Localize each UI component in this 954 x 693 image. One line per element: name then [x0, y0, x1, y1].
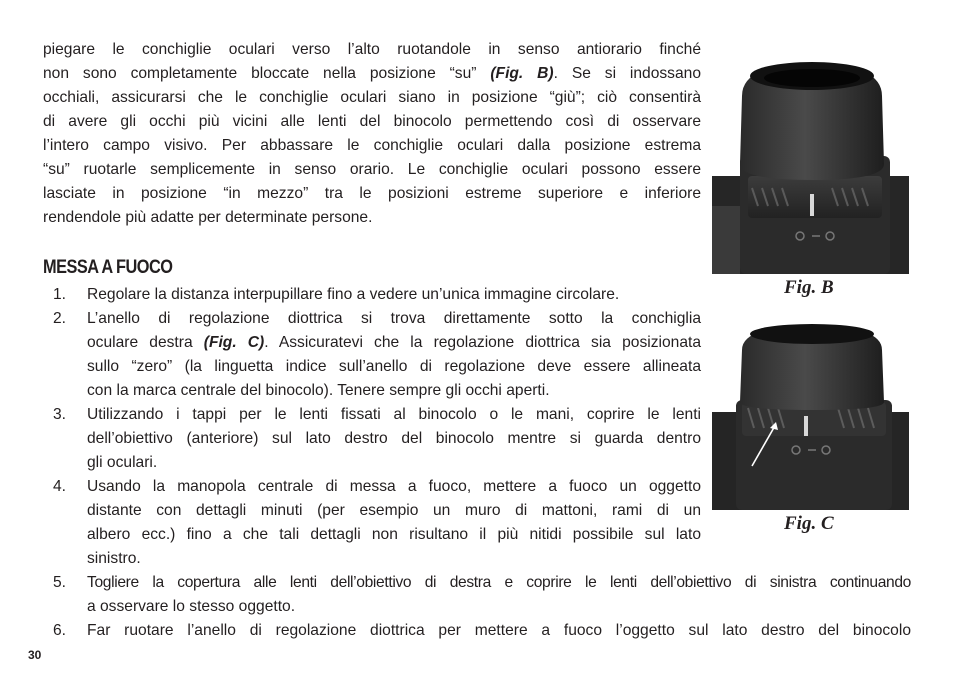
fig-c-label: Fig. C: [784, 513, 834, 534]
item-line: distante con dettagli minuti (per esempio un muro di mattoni, rami di un: [87, 502, 701, 519]
fig-c-reference: (Fig. C): [203, 334, 265, 351]
item-line: dell’obiettivo (anteriore) sul lato destro del binocolo mentre si guarda dentro: [87, 430, 701, 447]
intro-line: di avere gli occhi più vicini alle lenti del binocolo permettendo così di osservare: [43, 113, 701, 130]
binocular-eyecup-up-image: [712, 56, 909, 274]
item-line: a osservare lo stesso oggetto.: [87, 598, 296, 615]
item-line: sullo “zero” (la linguetta indice sull’anello di regolazione deve essere allineata: [87, 358, 701, 375]
intro-line: non sono completamente bloccate nella posizione “su” (Fig. B). Se si indossano: [43, 65, 701, 82]
intro-line: piegare le conchiglie oculari verso l’alto ruotandole in senso antiorario finché: [43, 41, 701, 58]
item-line: gli oculari.: [87, 454, 158, 471]
intro-line: lasciate in posizione “in mezzo” tra le posizioni estreme superiore e inferiore: [43, 185, 701, 202]
fig-b-reference: (Fig. B): [490, 65, 554, 82]
item-line: Far ruotare l’anello di regolazione diottrica per mettere a fuoco l’oggetto sul lato destro del binocolo: [87, 622, 911, 639]
fig-c-diopter-photo: [712, 322, 909, 510]
item-number: 3.: [53, 406, 67, 423]
section-heading: MESSA A FUOCO: [43, 257, 173, 278]
item-number: 5.: [53, 574, 67, 591]
page-number: 30: [28, 648, 42, 662]
fig-b-eyecup-photo: [712, 56, 909, 274]
intro-paragraph: [43, 38, 701, 230]
item-line: Utilizzando i tappi per le lenti fissati al binocolo o le mani, coprire le lenti: [87, 406, 701, 423]
item-number: 4.: [53, 478, 67, 495]
item-line: L’anello di regolazione diottrica si trova direttamente sotto la conchiglia: [87, 310, 701, 327]
intro-line: l’intero campo visivo. Per abbassare le conchiglie oculari dalla posizione estrema: [43, 137, 701, 154]
item-line: sinistro.: [87, 550, 141, 567]
item-line: con la marca centrale del binocolo). Tenere sempre gli occhi aperti.: [87, 382, 550, 399]
item-line: oculare destra (Fig. C). Assicuratevi che la regolazione diottrica sia posizionata: [87, 334, 701, 351]
intro-line: occhiali, assicurarsi che le conchiglie oculari siano in posizione “giù”; ciò consentirà: [43, 89, 701, 106]
item-number: 1.: [53, 286, 67, 303]
binocular-diopter-ring-image: [712, 322, 909, 510]
intro-line: “su” ruotarle semplicemente in senso orario. Le conchiglie oculari possono essere: [43, 161, 701, 178]
intro-line: rendendole più adatte per determinate persone.: [43, 209, 373, 226]
item-line: Usando la manopola centrale di messa a fuoco, mettere a fuoco un oggetto: [87, 478, 701, 495]
item-number: 2.: [53, 310, 67, 327]
item-line: Regolare la distanza interpupillare fino a vedere un’unica immagine circolare.: [87, 286, 620, 303]
item-line: Togliere la copertura alle lenti dell’obiettivo di destra e coprire le lenti dell’obiettivo di sinistra continuando: [87, 574, 911, 591]
fig-b-label: Fig. B: [784, 277, 834, 298]
item-number: 6.: [53, 622, 67, 639]
item-line: albero ecc.) fino a che tali dettagli non risultano il più nitidi possibile sul lato: [87, 526, 701, 543]
